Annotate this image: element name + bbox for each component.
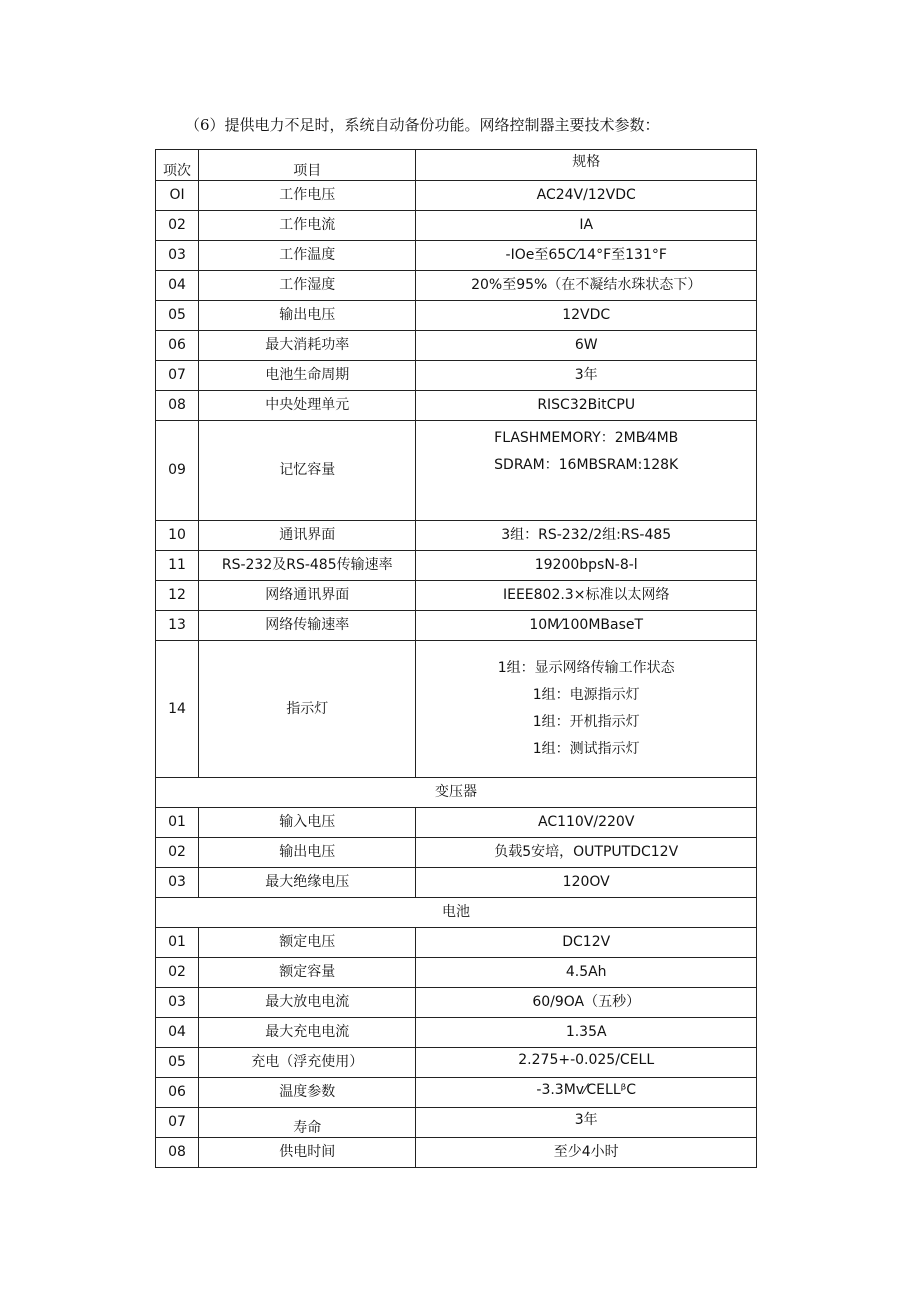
- row-item: 网络通讯界面: [199, 581, 416, 611]
- row-no: 06: [156, 1078, 199, 1108]
- row-spec: 12VDC: [416, 301, 757, 331]
- spec-line: 1组：测试指示灯: [532, 741, 640, 757]
- row-spec: 120OV: [416, 868, 757, 898]
- row-no: 14: [156, 641, 199, 778]
- row-item: 最大绝缘电压: [199, 868, 416, 898]
- row-spec: 3组：RS-232/2组:RS-485: [416, 521, 757, 551]
- row-spec: 6W: [416, 331, 757, 361]
- header-no: 项次: [156, 150, 199, 181]
- table-row: [156, 211, 757, 241]
- row-item: RS-232及RS-485传输速率: [199, 551, 416, 581]
- row-spec: 至少4小时: [416, 1138, 757, 1168]
- row-no: 02: [156, 211, 199, 241]
- row-no: 09: [156, 421, 199, 521]
- row-item: 工作湿度: [199, 271, 416, 301]
- header-spec: 规格: [416, 150, 757, 181]
- row-spec: 1.35A: [416, 1018, 757, 1048]
- table-row: [156, 1138, 757, 1168]
- row-item: 额定容量: [199, 958, 416, 988]
- row-no: 10: [156, 521, 199, 551]
- row-spec: 3年: [416, 361, 757, 391]
- table-row: [156, 1078, 757, 1108]
- row-spec: 负载5安培，OUTPUTDC12V: [416, 838, 757, 868]
- row-no: OI: [156, 181, 199, 211]
- row-no: 07: [156, 1108, 199, 1138]
- row-item: 输出电压: [199, 301, 416, 331]
- row-no: 02: [156, 838, 199, 868]
- row-no: 01: [156, 808, 199, 838]
- row-item: 电池生命周期: [199, 361, 416, 391]
- row-spec: RISC32BitCPU: [416, 391, 757, 421]
- row-no: 04: [156, 1018, 199, 1048]
- row-no: 05: [156, 301, 199, 331]
- row-item: 最大充电电流: [199, 1018, 416, 1048]
- table-row: [156, 958, 757, 988]
- row-item: 额定电压: [199, 928, 416, 958]
- row-no: 06: [156, 331, 199, 361]
- table-row: [156, 838, 757, 868]
- row-item: 记忆容量: [199, 421, 416, 521]
- section-title-row: [156, 778, 757, 808]
- row-item: 温度参数: [199, 1078, 416, 1108]
- row-no: 07: [156, 361, 199, 391]
- row-spec: 2.275+-0.025/CELL: [416, 1048, 757, 1078]
- row-item: 中央处理单元: [199, 391, 416, 421]
- row-no: 08: [156, 1138, 199, 1168]
- row-spec: AC110V/220V: [416, 808, 757, 838]
- table-row: [156, 391, 757, 421]
- header-item: 项目: [199, 150, 416, 181]
- row-no: 03: [156, 241, 199, 271]
- row-item: 输入电压: [199, 808, 416, 838]
- row-no: 03: [156, 868, 199, 898]
- row-item: 网络传输速率: [199, 611, 416, 641]
- spec-line: 1组：电源指示灯: [532, 687, 640, 703]
- row-item: 通讯界面: [199, 521, 416, 551]
- row-spec: AC24V/12VDC: [416, 181, 757, 211]
- row-item: 寿命: [199, 1108, 416, 1138]
- row-item: 供电时间: [199, 1138, 416, 1168]
- table-row: [156, 551, 757, 581]
- spec-line: 1组：开机指示灯: [532, 714, 640, 730]
- section-title-battery: 电池: [156, 898, 757, 928]
- row-spec: IA: [416, 211, 757, 241]
- row-spec: 4.5Ah: [416, 958, 757, 988]
- row-item: 指示灯: [199, 641, 416, 778]
- table-row: [156, 988, 757, 1018]
- section-title-transformer: 变压器: [156, 778, 757, 808]
- table-row: [156, 271, 757, 301]
- row-no: 03: [156, 988, 199, 1018]
- row-spec-multiline: [416, 421, 757, 521]
- table-row: [156, 611, 757, 641]
- row-no: 01: [156, 928, 199, 958]
- row-no: 12: [156, 581, 199, 611]
- row-spec: 3年: [416, 1108, 757, 1138]
- row-spec: IEEE802.3×标准以太网络: [416, 581, 757, 611]
- row-spec: -IOe至65C⁄14°F至131°F: [416, 241, 757, 271]
- row-spec: -3.3Mv⁄CELLᵝC: [416, 1078, 757, 1108]
- table-row: [156, 301, 757, 331]
- table-row: [156, 868, 757, 898]
- row-spec: 20%至95%（在不凝结水珠状态下）: [416, 271, 757, 301]
- row-item: 最大消耗功率: [199, 331, 416, 361]
- table-row-memory: [156, 421, 757, 521]
- section-title-row: [156, 898, 757, 928]
- row-no: 04: [156, 271, 199, 301]
- spec-line: 1组：显示网络传输工作状态: [497, 660, 675, 676]
- row-no: 02: [156, 958, 199, 988]
- row-item: 充电（浮充使用）: [199, 1048, 416, 1078]
- row-spec: DC12V: [416, 928, 757, 958]
- table-row: [156, 1018, 757, 1048]
- row-spec: 60/9OA（五秒）: [416, 988, 757, 1018]
- table-row: [156, 808, 757, 838]
- row-no: 05: [156, 1048, 199, 1078]
- table-row: [156, 1048, 757, 1078]
- row-item: 输出电压: [199, 838, 416, 868]
- intro-paragraph: （6）提供电力不足时，系统自动备份功能。网络控制器主要技术参数：: [185, 116, 660, 134]
- table-header-row: [156, 150, 757, 181]
- row-no: 11: [156, 551, 199, 581]
- table-row-indicator: [156, 641, 757, 778]
- table-row: [156, 331, 757, 361]
- spec-table: [155, 149, 757, 1168]
- spec-line: SDRAM：16MBSRAM:128K: [494, 457, 679, 473]
- row-spec: 10M⁄100MBaseT: [416, 611, 757, 641]
- table-row: [156, 521, 757, 551]
- row-spec-multiline: [416, 641, 757, 778]
- table-row: [156, 241, 757, 271]
- row-item: 工作电流: [199, 211, 416, 241]
- row-no: 08: [156, 391, 199, 421]
- row-item: 工作电压: [199, 181, 416, 211]
- spec-line: FLASHMEMORY：2MB⁄4MB: [494, 430, 679, 446]
- row-no: 13: [156, 611, 199, 641]
- table-row: [156, 1108, 757, 1138]
- table-row: [156, 361, 757, 391]
- table-row: [156, 928, 757, 958]
- table-row: [156, 181, 757, 211]
- row-item: 最大放电电流: [199, 988, 416, 1018]
- row-item: 工作温度: [199, 241, 416, 271]
- row-spec: 19200bpsN-8-l: [416, 551, 757, 581]
- table-row: [156, 581, 757, 611]
